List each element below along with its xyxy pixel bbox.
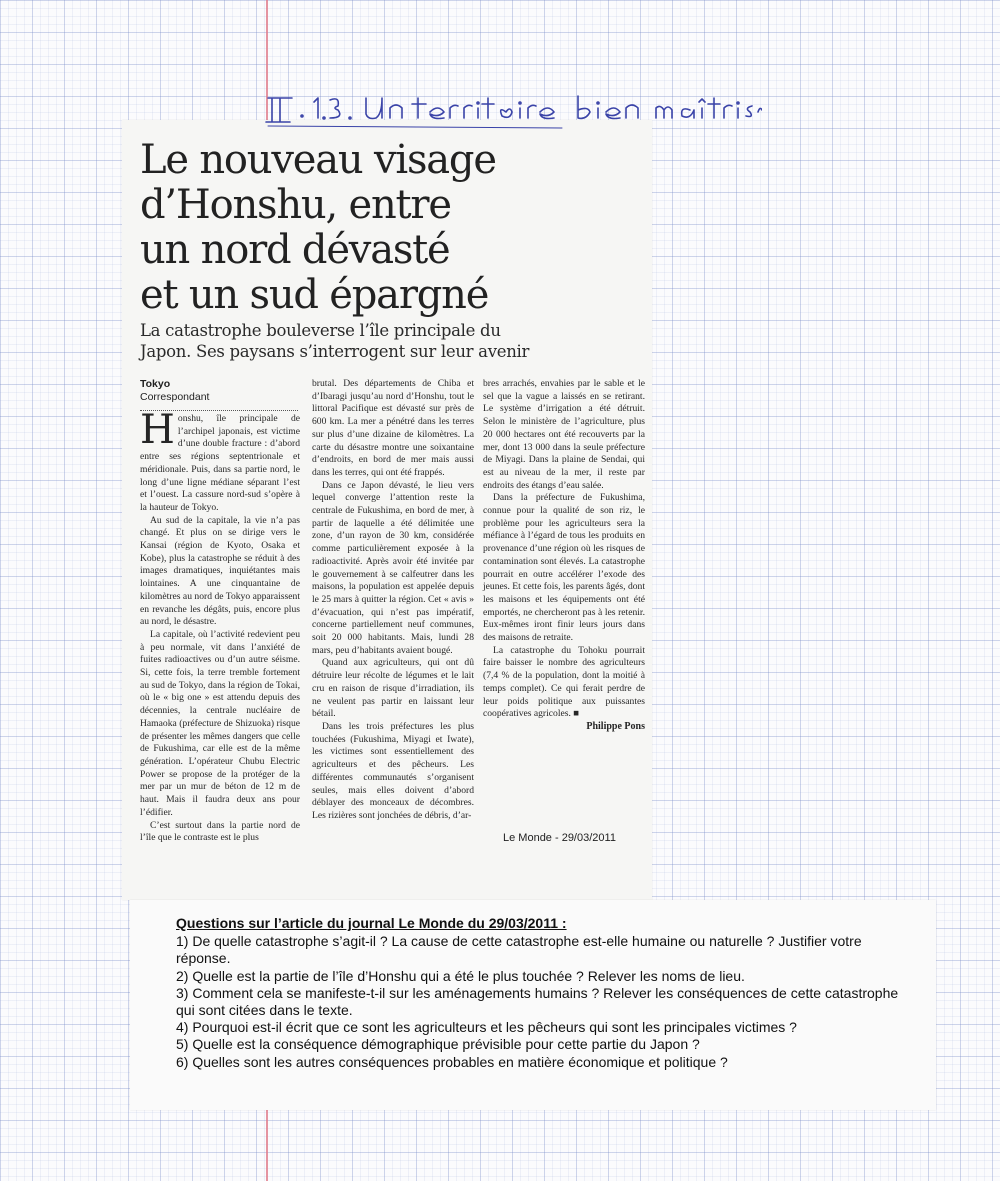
- source-citation: Le Monde - 29/03/2011: [503, 832, 616, 844]
- correspondent-label: Correspondant: [140, 391, 210, 403]
- headline-line: un nord dévasté: [140, 227, 450, 273]
- paragraph: Quand aux agriculteurs, qui ont dû détruire leur récolte de légumes et le lait cru en raison de risque d’irradiation, ils ne veulent pas partir en laissant leur bétail.: [312, 657, 474, 720]
- article-column-2: [312, 378, 474, 823]
- paragraph: La capitale, où l’activité redevient peu à peu normale, vit dans l’anxiété de fuites radioactives ou d’un autre séisme. Si, cette fois, la terre tremble fortement au sud de Tokyo, dans la région de Tokai, où le « big one » est attendu depuis des décennies, la centrale nucléaire de Hamaoka (préfecture de Shizuoka) risque de présenter les mêmes dangers que celle de Fukushima, car elle est de la même génération. L’opérateur Chubu Electric Power se propose de la protéger de la mer par un mur de béton de 12 m de haut. Mais il faudra deux ans pour l’édifier.: [140, 628, 300, 818]
- subhead-line: Japon. Ses paysans s’interrogent sur leur avenir: [140, 342, 530, 361]
- author-signature: Philippe Pons: [586, 720, 645, 732]
- article-headline: [140, 138, 620, 318]
- paragraph: bres arrachés, envahies par le sable et le sel que la vague a laissés en se retirant. Le système d’irrigation a été détruit. Selon le ministère de l’agriculture, plus 20 000 hectares ont été recouverts par la mer, dont 13 000 dans la seule préfecture de Miyagi. Dans la plaine de Sendai, qui est au niveau de la mer, il reste par endroits des étangs d’eau salée.: [483, 378, 645, 491]
- paragraph: C’est surtout dans la partie nord de l’île que le contraste est le plus: [140, 819, 300, 844]
- subhead-line: La catastrophe bouleverse l’île principale du: [140, 321, 501, 340]
- question-item: 6) Quelles sont les autres conséquences probables en matière économique et politique ?: [176, 1053, 728, 1070]
- questions-block: [176, 915, 916, 1071]
- paragraph: La catastrophe du Tohoku pourrait faire baisser le nombre des agriculteurs (7,4 % de la population, dont la moitié à temps complet). Ce qui ferait perdre de leur poids politique aux puissantes coopératives agricoles. ■: [483, 644, 645, 720]
- question-item: 5) Quelle est la conséquence démographique prévisible pour cette partie du Japon ?: [176, 1036, 700, 1053]
- drop-cap: H: [140, 407, 175, 453]
- question-item: 3) Comment cela se manifeste-t-il sur les aménagements humains ? Relever les conséquences de cette catastrophe qui sont citées dans le texte.: [176, 984, 899, 1019]
- paragraph: Honshu, île principale de l’archipel japonais, est victime d’une double fracture : d’abord entre ses régions septentrionale et méridionale. Puis, dans sa partie nord, le long d’une ligne médiane séparant l’est et l’ouest. La cassure nord-sud s’opère à la hauteur de Tokyo.: [140, 407, 300, 513]
- question-item: 1) De quelle catastrophe s’agit-il ? La cause de cette catastrophe est-elle humaine ou naturelle ? Justifier votre réponse.: [176, 933, 862, 967]
- paragraph: brutal. Des départements de Chiba et d’Ibaragi jusqu’au nord d’Honshu, tout le littoral Pacifique est dévasté sur près de 600 km. La mer a pénétré dans les terres sur plus d’une dizaine de kilomètres. La carte du désastre montre une soixantaine d’endroits, en bord de mer mais aussi dans les terres, qui ont été frappés.: [312, 378, 474, 478]
- paragraph: Dans la préfecture de Fukushima, connue pour la qualité de son riz, le problème pour les agriculteurs sera la méfiance à l’égard de tous les produits en provenance d’une région où les risques de contamination sont élevés. La catastrophe pourrait en outre accélérer l’exode des jeunes. Et cette fois, les parents âgés, dont les maisons et les équipements ont été emportés, ne chercheront pas à les retenir. Eux-mêmes iront finir leurs jours dans des maisons de retraite.: [483, 492, 645, 644]
- article-column-3: [483, 378, 645, 734]
- question-item: 2) Quelle est la partie de l’île d’Honshu qui a été le plus touchée ? Relever les noms de lieu.: [176, 967, 745, 984]
- article-column-1: [140, 407, 300, 845]
- dateline: Tokyo: [140, 378, 171, 390]
- question-item: 4) Pourquoi est-il écrit que ce sont les agriculteurs et les pêcheurs qui sont les principales victimes ?: [176, 1019, 797, 1036]
- paragraph: Au sud de la capitale, la vie n’a pas changé. Et plus on se dirige vers le Kansai (région de Kyoto, Osaka et Kobe), plus la catastrophe se réduit à des images dramatiques, inquiétantes mais lointaines. A une cinquantaine de kilomètres au nord de Tokyo apparaissent en revanche les dégâts, puis, encore plus au nord, le désastre.: [140, 514, 300, 628]
- handwritten-heading: [262, 88, 762, 130]
- headline-line: Le nouveau visage: [140, 137, 496, 183]
- headline-line: d’Honshu, entre: [140, 182, 451, 228]
- headline-line: et un sud épargné: [140, 272, 489, 318]
- paragraph: Dans ce Japon dévasté, le lieu vers lequel converge l’attention reste la centrale de Fukushima, en bord de mer, à partir de laquelle a été délimitée une zone, d’un rayon de 30 km, considérée comme particulièrement exposée à la radioactivité. Après avoir été invitée par le gouvernement à se calfeutrer dans les maisons, la population est appelée depuis le 25 mars à quitter la région. Cet « avis » d’évacuation, qui n’est pas impératif, concerne partiellement neuf communes, soit 20 000 habitants. Mais, lundi 28 mars, peu d’habitants avaient bougé.: [312, 479, 474, 656]
- paragraph: Dans les trois préfectures les plus touchées (Fukushima, Miyagi et Iwate), les victimes sont essentiellement des agriculteurs et des pêcheurs. Les différentes communautés s’organisent seules, mais elles doivent d’abord déblayer des monceaux de décombres. Les rizières sont jonchées de débris, d’ar-: [312, 720, 474, 821]
- article-subhead: [140, 320, 640, 362]
- questions-title: Questions sur l’article du journal Le Monde du 29/03/2011 :: [176, 915, 567, 931]
